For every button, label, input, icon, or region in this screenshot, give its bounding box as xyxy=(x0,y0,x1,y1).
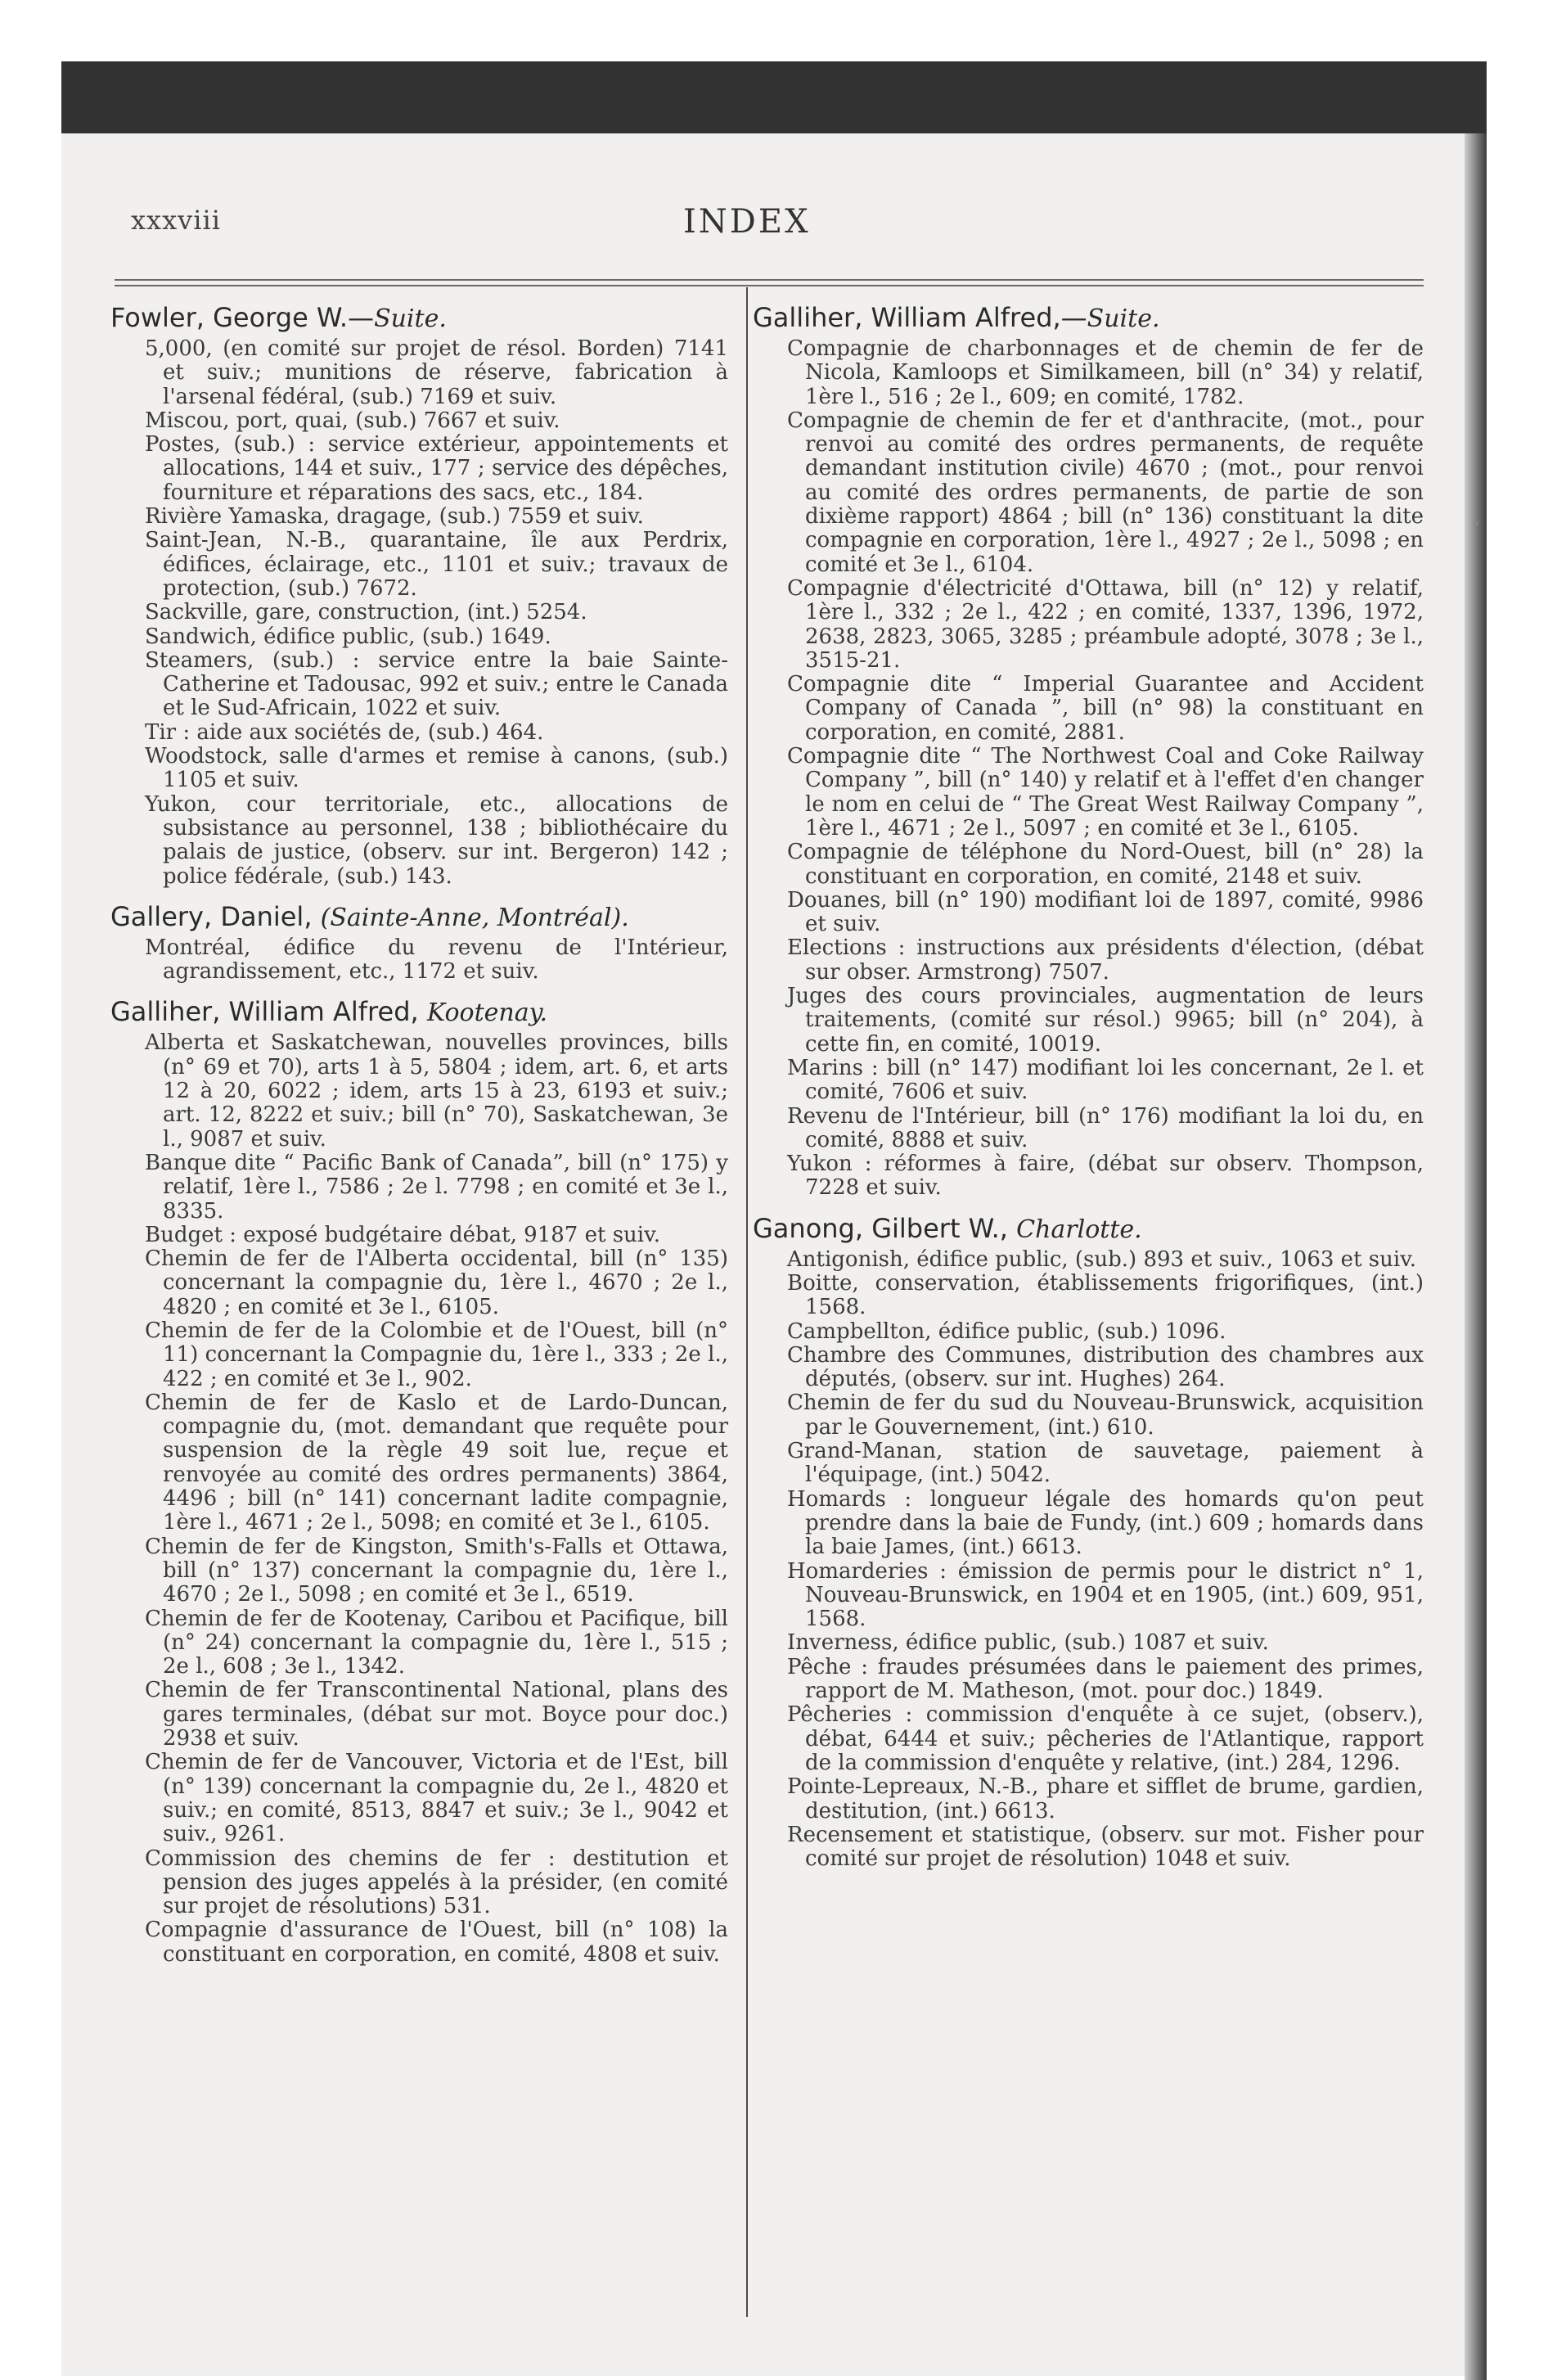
index-subentry: Compagnie de téléphone du Nord-Ouest, bill (n° 28) la constituant en corporation, en comité, 2148 et suiv. xyxy=(787,840,1424,889)
index-subentry: 5,000, (en comité sur projet de résol. Borden) 7141 et suiv.; munitions de réserve, fabrication à l'arsenal fédéral, (sub.) 7169 et suiv. xyxy=(145,336,728,409)
index-entry xyxy=(110,900,728,985)
entry-member-name: Ganong, Gilbert W., xyxy=(753,1212,1017,1244)
index-subentry: Chemin de fer de Kingston, Smith's-Falls et Ottawa, bill (n° 137) concernant la compagnie du, 1ère l., 4670 ; 2e l., 5098 ; en comité et 3e l., 6519. xyxy=(145,1534,728,1607)
entry-constituency: Suite. xyxy=(374,304,447,333)
index-subentry: Revenu de l'Intérieur, bill (n° 176) modifiant la loi du, en comité, 8888 et suiv. xyxy=(787,1103,1424,1152)
header-rule-top xyxy=(115,279,1424,281)
index-subentry: Compagnie dite “ Imperial Guarantee and Accident Company of Canada ”, bill (n° 98) la constituant en corporation, en comité, 2881. xyxy=(787,672,1424,745)
index-subentry: Yukon, cour territoriale, etc., allocations de subsistance au personnel, 138 ; bibliothécaire du palais de justice, (observ. sur int. Bergeron) 142 ; police fédérale, (sub.) 143. xyxy=(145,791,728,889)
entry-member-name: Galliher, William Alfred, xyxy=(110,996,427,1028)
index-subentry: Compagnie de charbonnages et de chemin de fer de Nicola, Kamloops et Similkameen, bill (n° 34) y relatif, 1ère l., 516 ; 2e l., 609; en comité, 1782. xyxy=(787,336,1424,409)
index-subentry: Compagnie d'assurance de l'Ouest, bill (n° 108) la constituant en corporation, en comité, 4808 et suiv. xyxy=(145,1918,728,1967)
entry-member-name: Gallery, Daniel, xyxy=(110,900,321,932)
column-divider xyxy=(746,287,748,2317)
index-subentry: Saint-Jean, N.-B., quarantaine, île aux Perdrix, édifices, éclairage, etc., 1101 et suiv.; travaux de protection, (sub.) 7672. xyxy=(145,528,728,601)
index-page xyxy=(61,133,1482,2376)
index-subentry: Marins : bill (n° 147) modifiant loi les concernant, 2e l. et comité, 7606 et suiv. xyxy=(787,1055,1424,1105)
index-subentry: Inverness, édifice public, (sub.) 1087 et suiv. xyxy=(787,1630,1269,1656)
index-subentry: Boitte, conservation, établissements frigorifiques, (int.) 1568. xyxy=(787,1270,1424,1320)
page-title: INDEX xyxy=(683,203,811,241)
index-subentry: Sandwich, édifice public, (sub.) 1649. xyxy=(145,624,551,649)
index-subentry: Pêcheries : commission d'enquête à ce sujet, (observ.), débat, 6444 et suiv.; pêcheries de l'Atlantique, rapport de la commission d'enquête y relative, (int.) 284, 1296. xyxy=(787,1702,1424,1775)
index-subentry: Antigonish, édifice public, (sub.) 893 et suiv., 1063 et suiv. xyxy=(787,1246,1417,1272)
entry-name xyxy=(753,301,1424,336)
entry-name xyxy=(110,995,728,1030)
index-subentry: Montréal, édifice du revenu de l'Intérieur, agrandissement, etc., 1172 et suiv. xyxy=(145,935,728,985)
index-subentry: Sackville, gare, construction, (int.) 5254. xyxy=(145,600,587,625)
index-subentry: Chemin de fer Transcontinental National, plans des gares terminales, (débat sur mot. Boyce pour doc.) 2938 et suiv. xyxy=(145,1678,728,1751)
index-subentry: Homards : longueur légale des homards qu'on peut prendre dans la baie de Fundy, (int.) 609 ; homards dans la baie James, (int.) 6613. xyxy=(787,1486,1424,1560)
index-subentry: Compagnie d'électricité d'Ottawa, bill (n° 12) y relatif, 1ère l., 332 ; 2e l., 422 ; en comité, 1337, 1396, 1972, 2638, 2823, 3065, 3285 ; préambule adopté, 3078 ; 3e l., 3515-21. xyxy=(787,575,1424,673)
index-subentry: Pêche : fraudes présumées dans le paiement des primes, rapport de M. Matheson, (mot. pour doc.) 1849. xyxy=(787,1654,1424,1704)
entry-member-name: Fowler, George W.— xyxy=(110,302,375,333)
left-column xyxy=(110,301,728,1978)
index-subentry: Rivière Yamaska, dragage, (sub.) 7559 et suiv. xyxy=(145,504,644,530)
index-entry xyxy=(753,1212,1424,1872)
index-subentry: Tir : aide aux sociétés de, (sub.) 464. xyxy=(145,719,544,745)
header-rule-bottom xyxy=(115,285,1424,286)
index-entry xyxy=(753,301,1424,1201)
entry-constituency: Charlotte. xyxy=(1016,1215,1142,1244)
index-subentry: Chemin de fer du sud du Nouveau-Brunswick, acquisition par le Gouvernement, (int.) 610. xyxy=(787,1391,1424,1440)
index-subentry: Compagnie dite “ The Northwest Coal and Coke Railway Company ”, bill (n° 140) y relatif et à l'effet d'en changer le nom en celui de “ The Great West Railway Company ”, 1ère l., 4671 ; 2e l., 5097 ; en comité et 3e l., 6105. xyxy=(787,744,1424,841)
index-subentry: Chemin de fer de la Colombie et de l'Ouest, bill (n° 11) concernant la Compagnie du, 1ère l., 333 ; 2e l., 422 ; en comité et 3e l., 902. xyxy=(145,1318,728,1391)
index-subentry: Elections : instructions aux présidents d'élection, (débat sur obser. Armstrong) 7507. xyxy=(787,935,1424,985)
index-subentry: Douanes, bill (n° 190) modifiant loi de 1897, comité, 9986 et suiv. xyxy=(787,887,1424,937)
index-subentry: Juges des cours provinciales, augmentation de leurs traitements, (comité sur résol.) 9965; bill (n° 204), à cette fin, en comité, 10019. xyxy=(787,984,1424,1057)
index-subentry: Commission des chemins de fer : destitution et pension des juges appelés à la présider, (en comité sur projet de résolutions) 531. xyxy=(145,1846,728,1919)
index-subentry: Recensement et statistique, (observ. sur mot. Fisher pour comité sur projet de résolution) 1048 et suiv. xyxy=(787,1822,1424,1872)
index-subentry: Chambre des Communes, distribution des chambres aux députés, (observ. sur int. Hughes) 264. xyxy=(787,1342,1424,1392)
index-subentry: Campbellton, édifice public, (sub.) 1096. xyxy=(787,1318,1226,1344)
index-entry xyxy=(110,995,728,1967)
entry-constituency: Suite. xyxy=(1087,304,1160,333)
index-subentry: Steamers, (sub.) : service entre la baie Sainte-Catherine et Tadousac, 992 et suiv.; entre le Canada et le Sud-Africain, 1022 et suiv. xyxy=(145,647,728,721)
index-subentry: Chemin de fer de l'Alberta occidental, bill (n° 135) concernant la compagnie du, 1ère l., 4670 ; 2e l., 4820 ; en comité et 3e l., 6105. xyxy=(145,1246,728,1319)
index-subentry: Yukon : réformes à faire, (débat sur observ. Thompson, 7228 et suiv. xyxy=(787,1152,1424,1201)
index-subentry: Pointe-Lepreaux, N.-B., phare et sifflet de brume, gardien, destitution, (int.) 6613. xyxy=(787,1774,1424,1823)
index-subentry: Chemin de fer de Kootenay, Caribou et Pacifique, bill (n° 24) concernant la compagnie du, 1ère l., 515 ; 2e l., 608 ; 3e l., 1342. xyxy=(145,1606,728,1679)
margin-mark: ⋆ xyxy=(1470,513,1482,534)
index-subentry: Budget : exposé budgétaire débat, 9187 et suiv. xyxy=(145,1222,660,1247)
entry-name xyxy=(110,900,728,935)
entry-member-name: Galliher, William Alfred,— xyxy=(753,302,1087,333)
index-subentry: Miscou, port, quai, (sub.) 7667 et suiv. xyxy=(145,408,560,433)
index-entry xyxy=(110,301,728,889)
entry-constituency: Kootenay. xyxy=(426,998,548,1028)
index-subentry: Grand-Manan, station de sauvetage, paiement à l'équipage, (int.) 5042. xyxy=(787,1439,1424,1488)
index-subentry: Chemin de fer de Vancouver, Victoria et de l'Est, bill (n° 139) concernant la compagnie du, 2e l., 4820 et suiv.; en comité, 8513, 8847 et suiv.; 3e l., 9042 et suiv., 9261. xyxy=(145,1750,728,1847)
index-subentry: Postes, (sub.) : service extérieur, appointements et allocations, 144 et suiv., 177 ; service des dépêches, fourniture et réparations des sacs, etc., 184. xyxy=(145,432,728,505)
entry-name xyxy=(110,301,728,336)
index-subentry: Alberta et Saskatchewan, nouvelles provinces, bills (n° 69 et 70), arts 1 à 5, 5804 ; idem, art. 6, et arts 12 à 20, 6022 ; idem, arts 15 à 23, 6193 et suiv.; art. 12, 8222 et suiv.; bill (n° 70), Saskatchewan, 3e l., 9087 et suiv. xyxy=(145,1030,728,1152)
index-subentry: Compagnie de chemin de fer et d'anthracite, (mot., pour renvoi au comité des ordres permanents, de requête demandant institution civile) 4670 ; (mot., pour renvoi au comité des ordres permanents, de partie de son dixième rapport) 4864 ; bill (n° 136) constituant la dite compagnie en corporation, 1ère l., 4927 ; 2e l., 5098 ; en comité et 3e l., 6104. xyxy=(787,408,1424,577)
scan-border-right xyxy=(1465,133,1487,2380)
page-number: xxxviii xyxy=(131,205,221,236)
right-column xyxy=(753,301,1424,1882)
index-subentry: Woodstock, salle d'armes et remise à canons, (sub.) 1105 et suiv. xyxy=(145,744,728,793)
index-subentry: Homarderies : émission de permis pour le district n° 1, Nouveau-Brunswick, en 1904 et en 1905, (int.) 609, 951, 1568. xyxy=(787,1558,1424,1632)
index-subentry: Chemin de fer de Kaslo et de Lardo-Duncan, compagnie du, (mot. demandant que requête pour suspension de la règle 49 soit lue, reçue et renvoyée au comité des ordres permanents) 3864, 4496 ; bill (n° 141) concernant ladite compagnie, 1ère l., 4671 ; 2e l., 5098; en comité et 3e l., 6105. xyxy=(145,1390,728,1535)
entry-name xyxy=(753,1212,1424,1246)
index-subentry: Banque dite “ Pacific Bank of Canada”, bill (n° 175) y relatif, 1ère l., 7586 ; 2e l. 7798 ; en comité et 3e l., 8335. xyxy=(145,1150,728,1224)
entry-constituency: (Sainte-Anne, Montréal). xyxy=(320,903,629,932)
scan-border-top xyxy=(61,61,1487,133)
